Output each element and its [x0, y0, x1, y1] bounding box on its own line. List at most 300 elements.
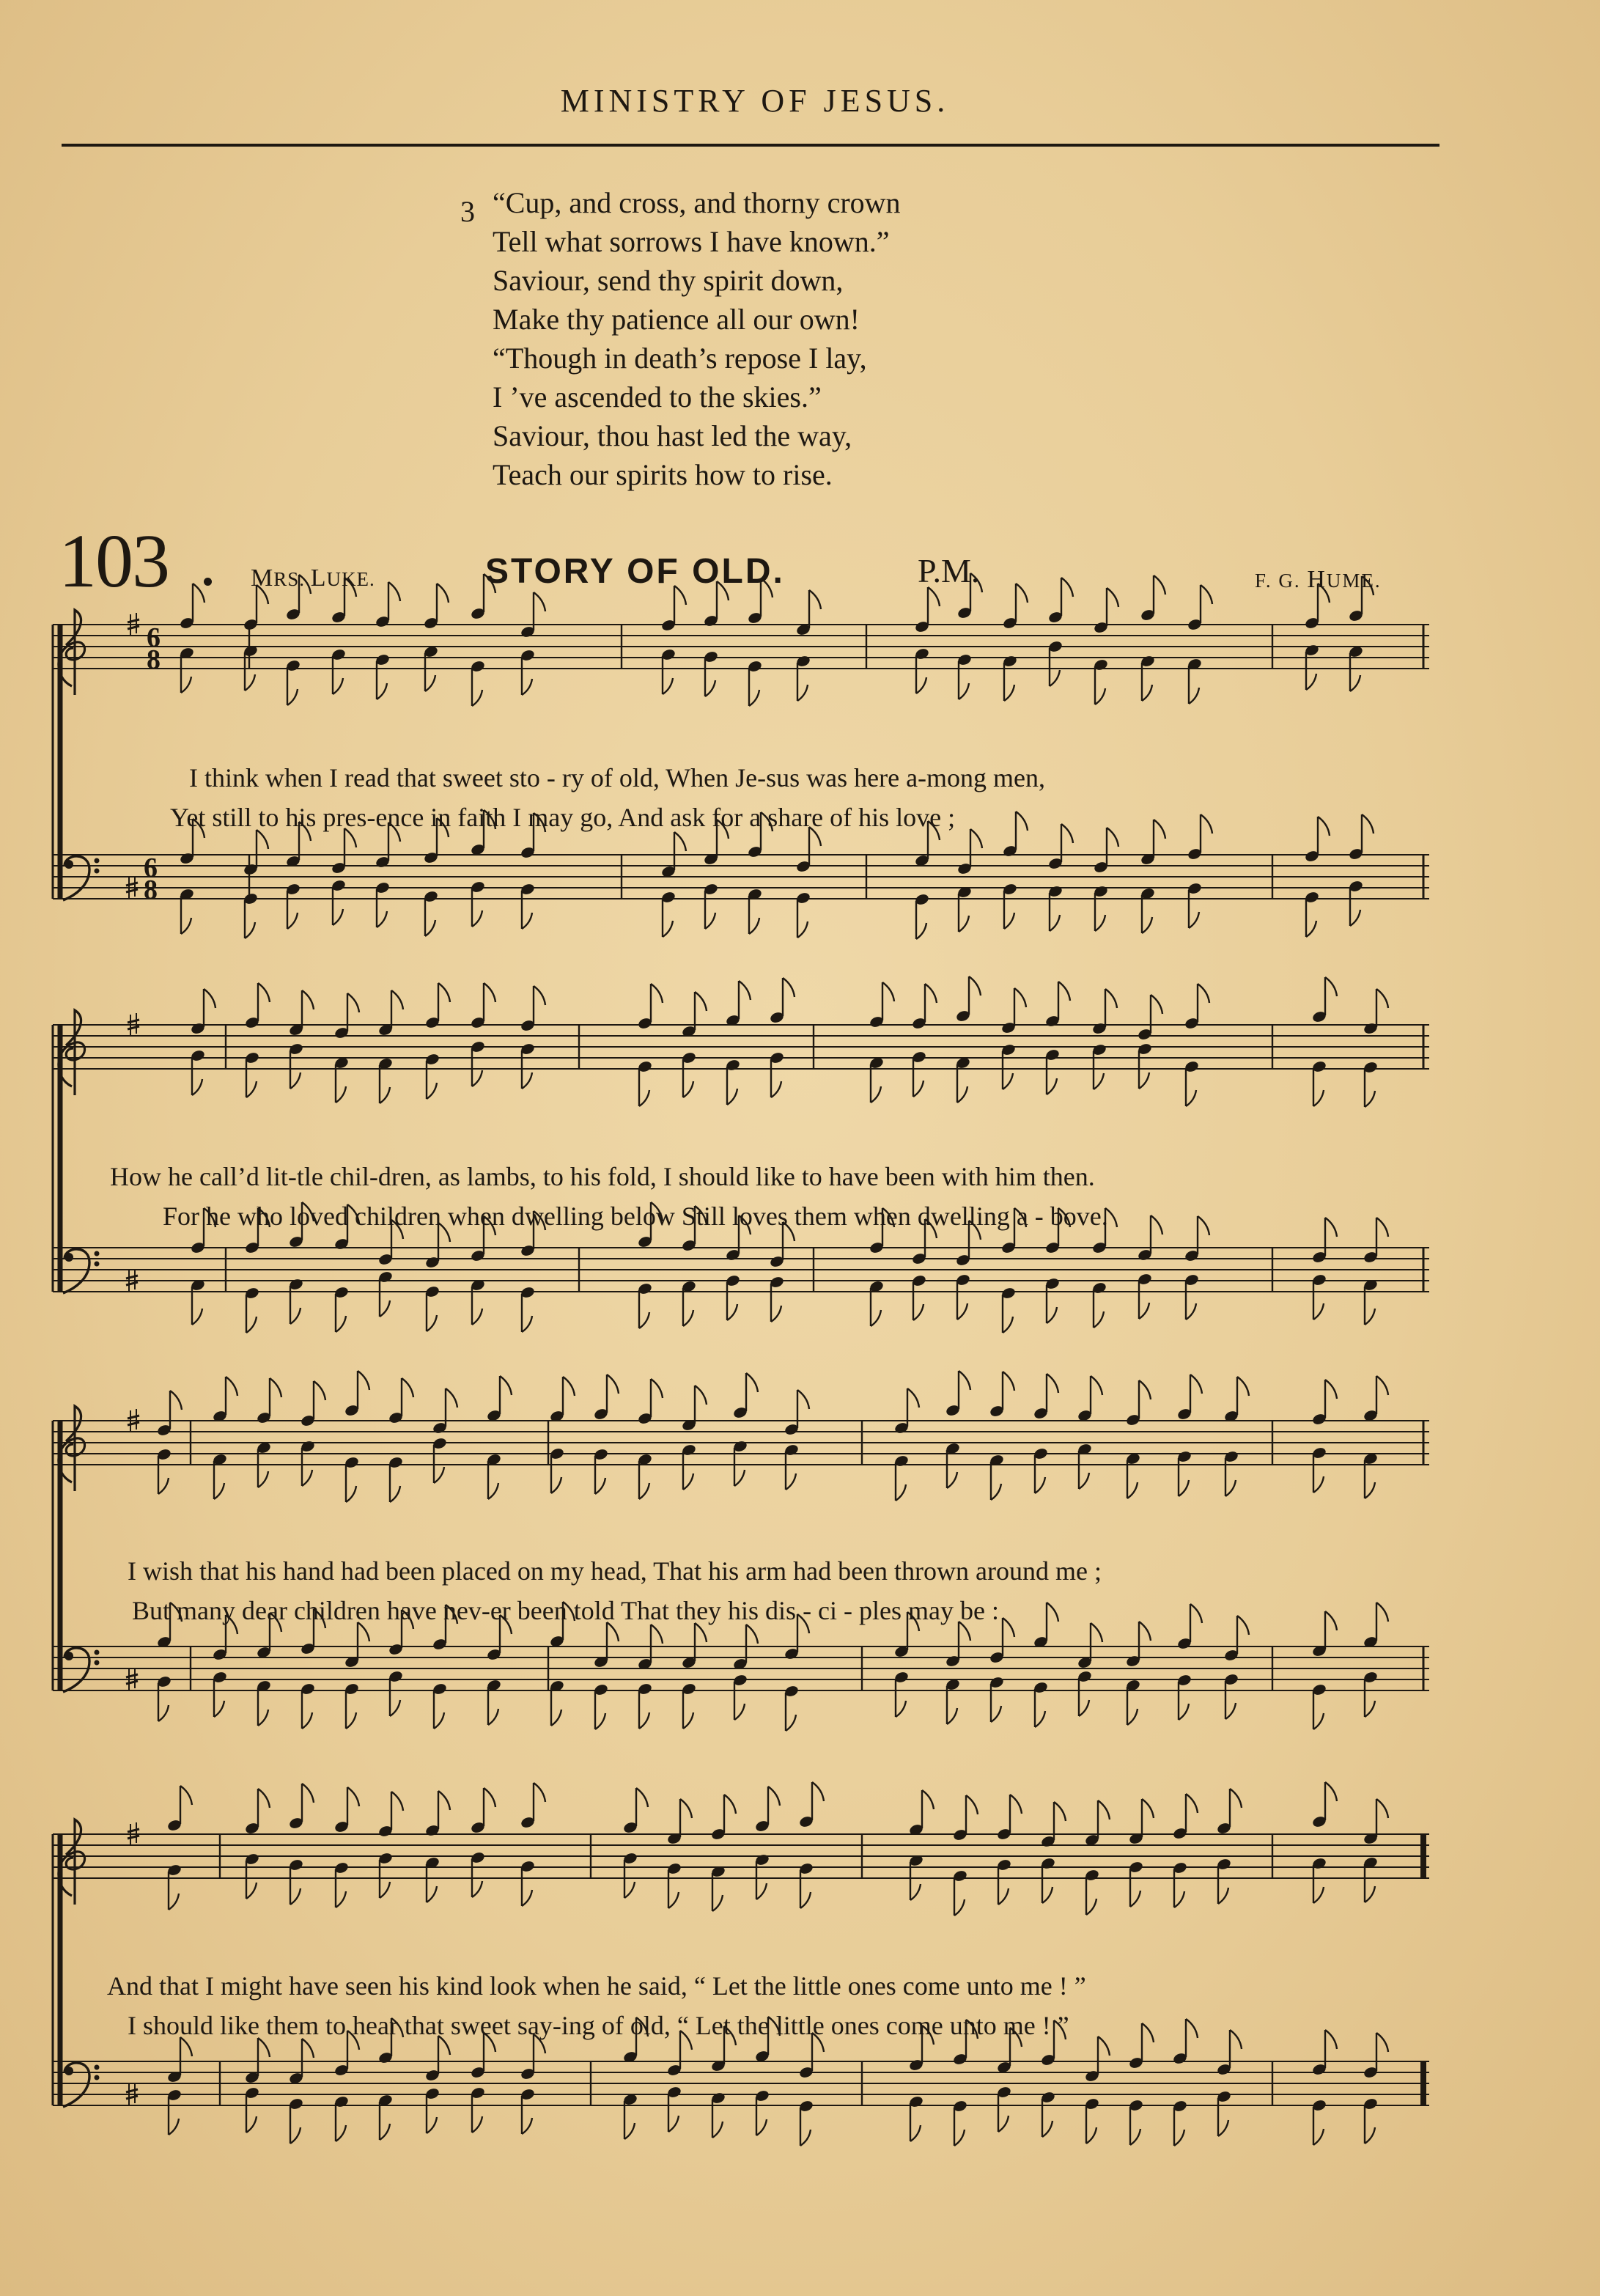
bass-note-flag	[998, 2116, 1009, 2132]
alto-note-flag	[727, 1089, 737, 1105]
lyric-system-3-verse-2: But many dear children have nev-er been told That they his dis - ci - ples may be :	[132, 1596, 999, 1625]
bass-note-flag	[595, 1713, 605, 1729]
bass-note-flag	[302, 1712, 312, 1729]
soprano-note-flag	[438, 1791, 450, 1810]
alto-note-flag	[1050, 670, 1060, 686]
hymn-number: 103	[59, 519, 169, 603]
alto-note-flag	[913, 1081, 923, 1097]
soprano-note-flag	[812, 1782, 824, 1801]
bass-note-flag	[1050, 915, 1060, 931]
alto-note-flag	[957, 1086, 967, 1103]
soprano-note-flag	[1016, 584, 1028, 603]
alto-note-flag	[683, 1473, 693, 1490]
bass-note-flag	[380, 2124, 390, 2140]
bass-note-flag	[1365, 1701, 1375, 1717]
soprano-note-flag	[438, 983, 450, 1002]
hymn-composer: F. G. HUME.	[1255, 566, 1382, 593]
bass-note-flag	[425, 920, 435, 936]
soprano-note-flag	[636, 1788, 648, 1807]
bass-note-flag	[551, 1710, 561, 1726]
sharp-icon	[126, 2096, 138, 2099]
soprano-note-flag	[1376, 989, 1388, 1008]
soprano-note-flag	[1003, 1372, 1014, 1391]
alto-note-flag	[522, 1072, 532, 1089]
bass-note-flag	[727, 1304, 737, 1320]
soprano-note-flag	[402, 1378, 413, 1397]
hymn-title: STORY OF OLD.	[485, 552, 785, 591]
alto-note-flag	[290, 1888, 301, 1905]
running-title: MINISTRY OF JESUS.	[560, 83, 950, 119]
alto-note-flag	[1094, 1073, 1104, 1089]
tenor-note-flag	[1107, 828, 1118, 847]
soprano-note-flag	[484, 983, 495, 1002]
sharp-icon	[126, 883, 138, 886]
bass-note-flag	[639, 1712, 649, 1729]
soprano-note-flag	[680, 1799, 692, 1818]
stanza-line: Saviour, send thy spirit down,	[493, 264, 844, 297]
sharp-icon	[126, 1681, 138, 1684]
stanza-line: Saviour, thou hast led the way,	[493, 419, 852, 452]
bass-note-flag	[954, 2130, 965, 2146]
soprano-note-flag	[204, 989, 215, 1008]
soprano-note-flag	[717, 581, 729, 600]
bass-note-flag	[169, 2119, 179, 2135]
soprano-note-flag	[314, 1381, 325, 1400]
tenor-note-flag	[1376, 1218, 1388, 1237]
soprano-note-flag	[1325, 1380, 1337, 1399]
alto-note-flag	[522, 679, 532, 695]
soprano-note-flag	[1201, 585, 1212, 604]
bass-note-flag	[488, 1709, 498, 1725]
soprano-note-flag	[1198, 984, 1209, 1003]
bass-note-flag	[1313, 1713, 1324, 1729]
tenor-note-flag	[1325, 1218, 1337, 1237]
bass-note-flag	[1365, 2127, 1375, 2144]
bass-note-flag	[1174, 2130, 1184, 2146]
bass-note-flag	[1094, 1311, 1104, 1328]
sharp-icon	[128, 1422, 139, 1425]
soprano-note-flag	[1186, 1794, 1198, 1813]
soprano-note-flag	[925, 984, 937, 1003]
stanza-line: Make thy patience all our own!	[493, 303, 860, 336]
soprano-note-flag	[226, 1377, 237, 1396]
tenor-note-flag	[1230, 2030, 1242, 2049]
soprano-note-flag	[270, 1378, 281, 1397]
bass-note-flag	[668, 2116, 679, 2132]
bass-note-flag	[1079, 1700, 1089, 1716]
alto-note-flag	[472, 690, 482, 706]
soprano-note-flag	[907, 1388, 919, 1408]
alto-note-flag	[472, 1881, 482, 1897]
soprano-note-flag	[388, 582, 400, 601]
alto-note-flag	[390, 1486, 400, 1502]
soprano-note-flag	[534, 1783, 545, 1802]
alto-note-flag	[290, 1072, 301, 1089]
alto-note-flag	[1130, 1891, 1140, 1907]
alto-note-flag	[158, 1478, 169, 1494]
bass-note-flag	[1350, 910, 1360, 926]
alto-note-flag	[214, 1483, 224, 1499]
alto-note-flag	[954, 1899, 965, 1916]
tenor-note-flag	[1186, 2019, 1198, 2038]
stanza-line: Teach our spirits how to rise.	[493, 458, 833, 491]
bass-note-flag	[959, 916, 969, 932]
alto-note-flag	[380, 1087, 390, 1103]
tenor-note-flag	[1362, 814, 1374, 834]
bass-note-flag	[380, 1300, 390, 1317]
bass-note-flag	[472, 910, 482, 927]
alto-note-flag	[1174, 1891, 1184, 1907]
tenor-note-flag	[1190, 1604, 1202, 1623]
alto-note-flag	[1139, 1072, 1149, 1089]
alto-note-flag	[786, 1473, 796, 1490]
bass-note-flag	[1313, 1303, 1324, 1320]
bass-note-flag	[434, 1712, 444, 1729]
time-signature-top: 6	[147, 622, 161, 653]
alto-note-flag	[998, 1888, 1009, 1905]
soprano-note-flag	[1098, 1800, 1110, 1819]
sharp-icon	[126, 1674, 138, 1677]
alto-note-flag	[1079, 1473, 1089, 1489]
soprano-note-flag	[1318, 584, 1330, 603]
alto-note-flag	[1306, 674, 1316, 690]
time-signature-top: 6	[144, 853, 158, 883]
alto-note-flag	[749, 690, 759, 706]
bass-note-flag	[377, 911, 387, 927]
tenor-note-flag	[1154, 820, 1165, 839]
bass-note-flag	[1042, 2121, 1052, 2137]
bass-note-flag	[522, 2118, 532, 2134]
tenor-note-flag	[1376, 1603, 1388, 1622]
bass-note-flag	[472, 1309, 482, 1325]
bass-note-flag	[756, 2119, 767, 2135]
time-signature-bottom: 8	[144, 875, 158, 905]
lyric-system-2-verse-2: For he who loved children when dwelling below Still loves them when dwelling a - bove.	[163, 1202, 1108, 1231]
alto-note-flag	[434, 1467, 444, 1483]
soprano-note-flag	[484, 1788, 495, 1807]
bass-note-flag	[1218, 2120, 1228, 2136]
soprano-note-flag	[674, 586, 686, 605]
soprano-note-flag	[739, 981, 751, 1000]
soprano-note-flag	[344, 578, 356, 597]
bass-note-flag	[797, 921, 808, 938]
tenor-note-flag	[1201, 814, 1212, 834]
alto-note-flag	[639, 1090, 649, 1106]
alto-note-flag	[192, 1079, 202, 1095]
bass-note-flag	[871, 1310, 881, 1326]
alto-note-flag	[1365, 1886, 1375, 1902]
alto-note-flag	[1127, 1482, 1138, 1498]
tenor-note-flag	[1061, 824, 1073, 843]
alto-note-flag	[712, 1895, 723, 1911]
bass-note-flag	[1035, 1711, 1045, 1727]
soprano-note-flag	[1139, 1380, 1151, 1399]
soprano-note-flag	[299, 575, 311, 594]
bass-note-flag	[290, 1308, 301, 1324]
bass-note-flag	[245, 922, 255, 938]
alto-note-flag	[488, 1483, 498, 1499]
bass-note-flag	[1179, 1704, 1189, 1720]
soprano-note-flag	[1107, 588, 1118, 607]
soprano-note-flag	[484, 574, 495, 593]
soprano-note-flag	[1376, 1376, 1388, 1395]
bass-note-flag	[663, 921, 673, 937]
tenor-note-flag	[302, 2039, 314, 2058]
alto-note-flag	[336, 1891, 346, 1907]
soprano-note-flag	[1142, 1799, 1154, 1818]
tenor-note-flag	[1198, 1216, 1209, 1235]
alto-note-flag	[1047, 1078, 1057, 1094]
bass-note-flag	[336, 1316, 346, 1332]
alto-note-flag	[959, 683, 969, 699]
alto-note-flag	[181, 677, 191, 693]
soprano-note-flag	[1376, 1799, 1388, 1818]
alto-note-flag	[427, 1083, 437, 1099]
alto-note-flag	[668, 1892, 679, 1908]
alto-note-flag	[425, 675, 435, 691]
tenor-note-flag	[1318, 817, 1330, 836]
lyric-system-2-verse-1: How he call’d lit-tle chil-dren, as lambs, to his fold, I should like to have been with him then.	[110, 1162, 1095, 1191]
alto-note-flag	[797, 685, 808, 701]
tenor-note-flag	[970, 829, 982, 848]
time-signature-bottom: 8	[147, 644, 161, 675]
bass-note-flag	[522, 1316, 532, 1332]
soprano-note-flag	[651, 984, 663, 1003]
alto-note-flag	[380, 1882, 390, 1898]
bass-clef-dot	[64, 860, 73, 869]
alto-note-flag	[1186, 1090, 1196, 1106]
alto-note-flag	[1142, 685, 1152, 701]
sharp-icon	[128, 1026, 139, 1029]
bass-note-flag	[683, 1310, 693, 1326]
bass-note-flag	[522, 913, 532, 929]
lyric-system-3-verse-1: I wish that his hand had been placed on my head, That his arm had been thrown around me ;	[128, 1556, 1102, 1586]
soprano-note-flag	[966, 1795, 978, 1814]
alto-note-flag	[683, 1081, 693, 1097]
bass-note-flag	[712, 2122, 723, 2138]
bass-note-flag	[1047, 1307, 1057, 1323]
bass-note-flag	[991, 1706, 1001, 1722]
bass-note-flag	[390, 1700, 400, 1716]
bass-note-flag	[1086, 2127, 1096, 2144]
alto-note-flag	[1313, 1090, 1324, 1106]
soprano-note-flag	[1010, 1795, 1022, 1814]
soprano-note-flag	[1014, 988, 1026, 1007]
alto-note-flag	[1095, 688, 1105, 704]
soprano-note-flag	[651, 1379, 663, 1398]
soprano-note-flag	[1058, 982, 1070, 1001]
bass-note-flag	[427, 2117, 437, 2133]
alto-note-flag	[991, 1484, 1001, 1500]
tenor-note-flag	[651, 1625, 663, 1644]
alto-note-flag	[871, 1086, 881, 1103]
alto-note-flag	[1189, 688, 1199, 704]
sharp-icon	[128, 626, 139, 629]
bass-note-flag	[800, 2130, 811, 2146]
soprano-note-flag	[302, 1784, 314, 1803]
tenor-note-flag	[674, 832, 686, 851]
bass-note-flag	[336, 2125, 346, 2141]
soprano-note-flag	[1054, 1802, 1066, 1821]
alto-note-flag	[346, 1486, 356, 1502]
bass-clef-dot	[95, 2075, 100, 2080]
alto-note-flag	[1313, 1887, 1324, 1903]
bass-note-flag	[749, 918, 759, 934]
soprano-note-flag	[258, 1789, 270, 1808]
alto-note-flag	[1313, 1476, 1324, 1493]
soprano-note-flag	[563, 1377, 575, 1396]
alto-note-flag	[896, 1484, 906, 1501]
bass-note-flag	[1365, 1309, 1375, 1325]
alto-note-flag	[427, 1886, 437, 1902]
bass-clef-dot	[64, 1652, 73, 1660]
soprano-note-flag	[761, 578, 773, 597]
soprano-note-flag	[746, 1373, 758, 1392]
alto-note-flag	[1086, 1899, 1096, 1915]
soprano-note-flag	[258, 983, 270, 1002]
soprano-note-flag	[1362, 576, 1374, 595]
lyric-system-4-verse-1: And that I might have seen his kind look when he said, “ Let the little ones come unto me ! ”	[107, 1971, 1086, 2001]
tenor-note-flag	[1151, 1215, 1162, 1235]
alto-note-flag	[1004, 685, 1014, 701]
alto-note-flag	[1350, 675, 1360, 691]
soprano-note-flag	[534, 592, 545, 611]
bass-note-flag	[734, 1704, 745, 1720]
bass-note-flag	[639, 1312, 649, 1328]
tenor-note-flag	[1016, 812, 1028, 831]
bass-note-flag	[158, 1705, 169, 1721]
bass-note-flag	[624, 2123, 635, 2139]
soprano-note-flag	[783, 978, 795, 997]
soprano-note-flag	[170, 1391, 182, 1410]
alto-note-flag	[287, 689, 298, 705]
alto-note-flag	[245, 674, 255, 691]
bass-clef-dot	[95, 1660, 100, 1666]
alto-note-flag	[1218, 1888, 1228, 1904]
soprano-note-flag	[809, 590, 821, 609]
alto-note-flag	[910, 1884, 921, 1900]
bass-note-flag	[705, 913, 715, 929]
bass-note-flag	[472, 2116, 482, 2133]
soprano-note-flag	[302, 990, 314, 1009]
alto-note-flag	[551, 1477, 561, 1493]
soprano-note-flag	[969, 976, 981, 996]
bass-note-flag	[1306, 921, 1316, 937]
tenor-note-flag	[746, 1625, 758, 1644]
alto-note-flag	[639, 1483, 649, 1499]
hymn-meter: P.M.	[918, 552, 980, 589]
alto-note-flag	[624, 1882, 635, 1898]
alto-note-flag	[947, 1472, 957, 1488]
bass-note-flag	[246, 2116, 257, 2133]
alto-note-flag	[246, 1883, 257, 1899]
sharp-icon	[128, 1829, 139, 1832]
soprano-note-flag	[922, 1790, 934, 1809]
bass-clef-dot	[64, 2067, 73, 2075]
bass-note-flag	[1139, 1303, 1149, 1319]
bass-note-flag	[786, 1715, 796, 1731]
bass-note-flag	[1004, 913, 1014, 929]
soprano-note-flag	[1325, 977, 1337, 996]
soprano-note-flag	[768, 1787, 780, 1806]
bass-note-flag	[1130, 2129, 1140, 2145]
bass-note-flag	[1189, 912, 1199, 928]
bass-note-flag	[947, 1708, 957, 1724]
tenor-note-flag	[1098, 2036, 1110, 2056]
tenor-note-flag	[1237, 1616, 1249, 1635]
tenor-note-flag	[1325, 2030, 1337, 2049]
bass-clef-dot	[95, 858, 100, 864]
alto-note-flag	[169, 1894, 179, 1910]
soprano-note-flag	[193, 584, 204, 603]
soprano-note-flag	[437, 584, 449, 603]
alto-note-flag	[333, 678, 343, 694]
bass-note-flag	[1003, 1317, 1013, 1333]
stanza-line: “Though in death’s repose I lay,	[493, 342, 867, 375]
alto-note-flag	[1042, 1887, 1052, 1903]
tenor-note-flag	[1142, 2023, 1154, 2042]
bass-note-flag	[181, 918, 191, 934]
bass-note-flag	[287, 913, 298, 929]
alto-note-flag	[258, 1471, 268, 1487]
soprano-note-flag	[797, 1390, 809, 1409]
alto-note-flag	[1365, 1482, 1375, 1498]
sharp-icon	[126, 1276, 138, 1278]
soprano-note-flag	[257, 585, 268, 604]
soprano-note-flag	[347, 993, 359, 1012]
alto-note-flag	[705, 680, 715, 696]
alto-note-flag	[734, 1470, 745, 1486]
alto-note-flag	[771, 1081, 781, 1097]
soprano-note-flag	[1190, 1375, 1202, 1394]
bass-note-flag	[427, 1315, 437, 1331]
sharp-icon	[128, 1836, 139, 1839]
bass-note-flag	[913, 1304, 923, 1320]
alto-note-flag	[336, 1086, 346, 1103]
alto-note-flag	[756, 1883, 767, 1899]
alto-note-flag	[246, 1081, 257, 1097]
soprano-note-flag	[180, 1786, 192, 1805]
alto-note-flag	[377, 683, 387, 699]
bass-note-flag	[258, 1710, 268, 1726]
bass-note-flag	[683, 1712, 693, 1729]
soprano-note-flag	[724, 1795, 736, 1814]
stanza-line: I ’ve ascended to the skies.”	[493, 380, 822, 413]
soprano-note-flag	[1325, 1782, 1337, 1801]
bass-note-flag	[1313, 2129, 1324, 2145]
bass-note-flag	[214, 1701, 224, 1717]
bass-note-flag	[1186, 1303, 1196, 1320]
sharp-icon	[128, 1416, 139, 1419]
alto-note-flag	[302, 1470, 312, 1486]
bass-note-flag	[910, 2125, 921, 2141]
tenor-note-flag	[1091, 1623, 1102, 1642]
tenor-note-flag	[1003, 1618, 1014, 1637]
tenor-note-flag	[1047, 1603, 1058, 1622]
soprano-note-flag	[959, 1371, 970, 1390]
soprano-note-flag	[1105, 989, 1117, 1008]
stanza-line: “Cup, and cross, and thorny crown	[493, 186, 901, 219]
bass-note-flag	[896, 1701, 906, 1717]
alto-note-flag	[522, 1890, 532, 1906]
soprano-note-flag	[1237, 1377, 1249, 1396]
soprano-note-flag	[1154, 575, 1165, 595]
bass-note-flag	[192, 1309, 202, 1325]
lyric-system-1-verse-2: Yet still to his pres-ence in faith I may go, And ask for a share of his love ;	[170, 803, 956, 832]
soprano-note-flag	[970, 573, 982, 592]
bass-note-flag	[246, 1317, 257, 1333]
bass-note-flag	[1127, 1709, 1138, 1725]
